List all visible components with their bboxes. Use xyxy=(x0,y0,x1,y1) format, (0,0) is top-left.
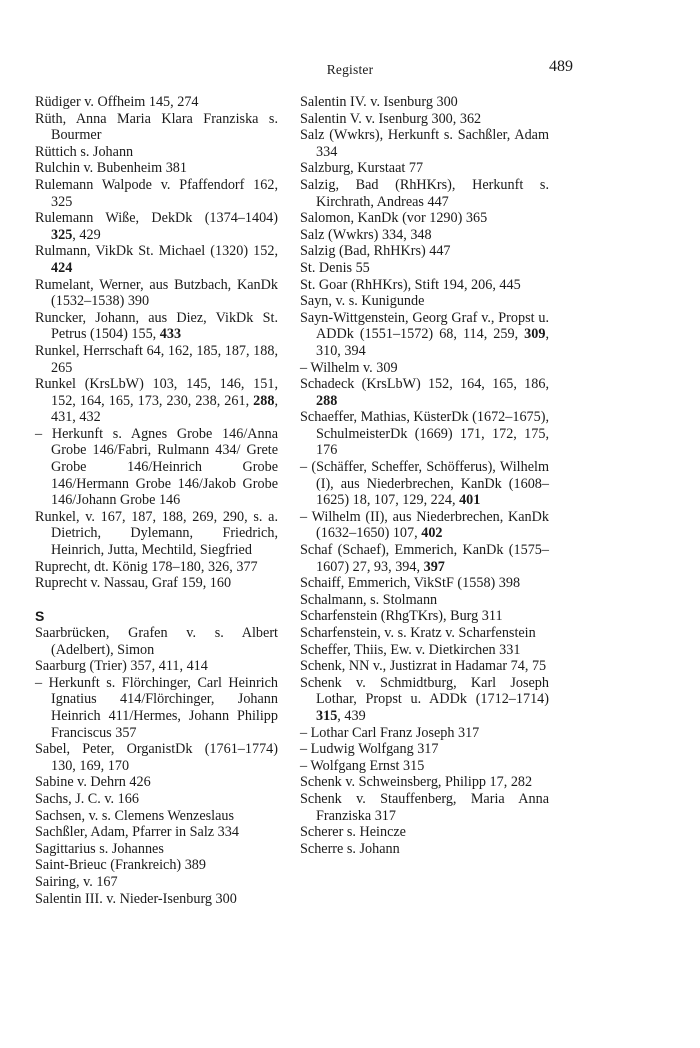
index-entry xyxy=(35,243,278,276)
entry-text: Rüth, Anna Maria Klara Franziska s. Bourmer xyxy=(35,110,278,144)
index-entry xyxy=(35,625,278,658)
entry-text: Saarbrücken, Grafen v. s. Albert (Adelbert), Simon xyxy=(35,625,278,658)
entry-text: – Ludwig Wolfgang 317 xyxy=(300,741,439,758)
index-entry xyxy=(35,774,278,791)
entry-text: Rulmann, VikDk St. Michael (1320) 152, xyxy=(35,243,278,260)
entry-text: Runkel, Herrschaft 64, 162, 185, 187, 188, 265 xyxy=(35,342,278,376)
index-entry xyxy=(300,160,549,177)
entry-text: Salomon, KanDk (vor 1290) 365 xyxy=(300,210,488,227)
index-entry xyxy=(35,808,278,825)
entry-main-page: 397 xyxy=(423,558,445,575)
entry-text: Salzburg, Kurstaat 77 xyxy=(300,160,424,177)
entry-text: St. Denis 55 xyxy=(300,259,370,276)
entry-text: Ruprecht, dt. König 178–180, 326, 377 xyxy=(35,558,258,575)
index-column-left xyxy=(35,94,278,907)
entry-text: Runkel (KrsLbW) 103, 145, 146, 151, 152, 164, 165, 173, 230, 238, 261, xyxy=(35,376,278,409)
index-entry xyxy=(300,509,549,542)
index-entry xyxy=(35,343,278,376)
entry-text: Sabine v. Dehrn 426 xyxy=(35,774,151,791)
index-entry xyxy=(35,210,278,243)
entry-text: Sachßler, Adam, Pfarrer in Salz 334 xyxy=(35,824,239,841)
entry-text-tail: , 429 xyxy=(72,226,101,243)
entry-text: Sagittarius s. Johannes xyxy=(35,840,164,857)
index-entry xyxy=(300,608,549,625)
index-entry xyxy=(35,575,278,592)
index-entry xyxy=(300,791,549,824)
entry-main-page: 288 xyxy=(316,392,338,409)
running-header-title: Register xyxy=(326,62,374,77)
index-entry xyxy=(300,625,549,642)
index-entry xyxy=(35,891,278,908)
index-entry xyxy=(300,675,549,725)
page-number: 489 xyxy=(549,58,573,75)
index-entry xyxy=(35,791,278,808)
index-entry xyxy=(300,94,549,111)
index-entry xyxy=(300,243,549,260)
index-entry xyxy=(35,824,278,841)
entry-text: Schalmann, s. Stolmann xyxy=(300,591,438,608)
index-entry xyxy=(35,658,278,675)
index-entry xyxy=(35,426,278,509)
entry-text: Schenk v. Stauffenberg, Maria Anna Franziska 317 xyxy=(300,790,549,824)
index-entry xyxy=(35,559,278,576)
entry-text: Scherer s. Heincze xyxy=(300,824,406,841)
entry-text: – (Schäffer, Scheffer, Schöfferus), Wilhelm (I), aus Niederbrechen, KanDk (1608–1625) 18, 107, 129, 224, xyxy=(300,459,549,509)
entry-text-tail: , 431, 432 xyxy=(51,392,278,426)
entry-text: – Wilhelm (II), aus Niederbrechen, KanDk (1632–1650) 107, xyxy=(300,508,549,542)
index-entry xyxy=(35,94,278,111)
entry-text: Sairing, v. 167 xyxy=(35,873,118,890)
entry-text: Rulchin v. Bubenheim 381 xyxy=(35,160,187,177)
entry-text: Schenk v. Schmidtburg, Karl Joseph Lothar, Propst u. ADDk (1712–1714) xyxy=(300,674,549,708)
index-entry xyxy=(300,741,549,758)
entry-text-tail: , 439 xyxy=(337,707,366,724)
index-entry xyxy=(300,774,549,791)
index-entry xyxy=(300,310,549,360)
index-entry xyxy=(300,409,549,459)
entry-text: Scharfenstein, v. s. Kratz v. Scharfenstein xyxy=(300,625,536,641)
index-entry xyxy=(35,509,278,559)
entry-text: Schaiff, Emmerich, VikStF (1558) 398 xyxy=(300,575,521,592)
entry-text: Rulemann Walpode v. Pfaffendorf 162, 325 xyxy=(35,176,278,210)
entry-main-page: 433 xyxy=(159,326,182,343)
entry-text: Salentin III. v. Nieder-Isenburg 300 xyxy=(35,890,237,907)
entry-text: Rulemann Wiße, DekDk (1374–1404) xyxy=(35,210,278,227)
index-entry xyxy=(300,293,549,310)
entry-text: – Herkunft s. Agnes Grobe 146/Anna Grobe 146/Fabri, Rulmann 434/ Grete Grobe 146/Heinrich Grobe 146/Hermann Grobe 146/Jakob Grobe 146/Johann Grobe 146 xyxy=(35,425,278,509)
index-entry xyxy=(300,111,549,128)
index-entry xyxy=(35,310,278,343)
index-entry xyxy=(300,841,549,858)
entry-text: Sayn, v. s. Kunigunde xyxy=(300,293,425,310)
index-entry xyxy=(300,575,549,592)
entry-main-page: 424 xyxy=(51,259,73,276)
entry-text: St. Goar (RhHKrs), Stift 194, 206, 445 xyxy=(300,276,521,293)
index-entry xyxy=(300,360,549,377)
entry-text: Salentin IV. v. Isenburg 300 xyxy=(300,94,458,110)
entry-text: Sabel, Peter, OrganistDk (1761–1774) 130, 169, 170 xyxy=(35,741,278,774)
entry-text: Salz (Wwkrs) 334, 348 xyxy=(300,226,432,243)
index-entry xyxy=(300,227,549,244)
entry-main-page: 401 xyxy=(459,492,481,509)
entry-text: Sachs, J. C. v. 166 xyxy=(35,790,139,807)
index-entry xyxy=(35,741,278,774)
index-entry xyxy=(300,658,549,675)
entry-text: – Lothar Carl Franz Joseph 317 xyxy=(300,724,480,741)
entry-main-page: 402 xyxy=(421,525,443,542)
entry-text: Rumelant, Werner, aus Butzbach, KanDk (1532–1538) 390 xyxy=(35,276,278,310)
entry-main-page: 315 xyxy=(316,707,338,724)
entry-text: Saint-Brieuc (Frankreich) 389 xyxy=(35,857,206,874)
index-entry xyxy=(300,824,549,841)
index-entry xyxy=(300,459,549,509)
entry-text: Salzig (Bad, RhHKrs) 447 xyxy=(300,243,451,260)
entry-text: – Wilhelm v. 309 xyxy=(300,359,398,376)
entry-text: – Wolfgang Ernst 315 xyxy=(300,757,425,774)
index-entry xyxy=(300,758,549,775)
index-entry xyxy=(35,675,278,741)
index-entry xyxy=(300,592,549,609)
index-entry xyxy=(300,210,549,227)
entry-text: Salz (Wwkrs), Herkunft s. Sachßler, Adam 334 xyxy=(300,127,549,160)
index-entry xyxy=(35,160,278,177)
entry-text: Schadeck (KrsLbW) 152, 164, 165, 186, xyxy=(300,376,549,393)
index-entry xyxy=(35,857,278,874)
section-letter: S xyxy=(35,608,45,625)
entry-text: Sachsen, v. s. Clemens Wenzeslaus xyxy=(35,807,235,824)
index-entry xyxy=(300,642,549,659)
index-column-right xyxy=(300,94,549,857)
index-entry xyxy=(35,874,278,891)
index-entry xyxy=(35,111,278,144)
index-entry xyxy=(300,260,549,277)
entry-text: Scharfenstein (RhgTKrs), Burg 311 xyxy=(300,608,503,625)
entry-text: Scheffer, Thiis, Ew. v. Dietkirchen 331 xyxy=(300,641,521,658)
index-entry xyxy=(35,841,278,858)
index-entry xyxy=(300,542,549,575)
entry-text: Schaeffer, Mathias, KüsterDk (1672–1675), SchulmeisterDk (1669) 171, 172, 175, 176 xyxy=(300,409,549,459)
entry-main-page: 325 xyxy=(51,226,73,243)
index-entry xyxy=(35,177,278,210)
index-entry xyxy=(300,376,549,409)
index-entry xyxy=(35,144,278,161)
entry-text: Runcker, Johann, aus Diez, VikDk St. Petrus (1504) 155, xyxy=(35,309,278,343)
index-entry xyxy=(35,277,278,310)
section-spacer xyxy=(35,592,278,609)
entry-text: Schaf (Schaef), Emmerich, KanDk (1575–1607) 27, 93, 394, xyxy=(300,542,549,575)
index-entry xyxy=(300,725,549,742)
index-entry xyxy=(35,376,278,426)
entry-text: Sayn-Wittgenstein, Georg Graf v., Propst u. ADDk (1551–1572) 68, 114, 259, xyxy=(300,309,549,343)
entry-text: Saarburg (Trier) 357, 411, 414 xyxy=(35,658,208,675)
entry-text: Salentin V. v. Isenburg 300, 362 xyxy=(300,110,482,127)
entry-text: Salzig, Bad (RhHKrs), Herkunft s. Kirchrath, Andreas 447 xyxy=(300,176,549,210)
index-entry xyxy=(300,177,549,210)
entry-main-page: 288 xyxy=(253,392,275,409)
entry-text: – Herkunft s. Flörchinger, Carl Heinrich Ignatius 414/Flörchinger, Johann Heinrich 411/Hermes, Johann Philipp Franciscus 357 xyxy=(35,674,278,741)
entry-text: Rüttich s. Johann xyxy=(35,143,134,160)
entry-text: Ruprecht v. Nassau, Graf 159, 160 xyxy=(35,575,232,592)
entry-text: Schenk, NN v., Justizrat in Hadamar 74, 75 xyxy=(300,658,547,675)
index-entry xyxy=(300,277,549,294)
entry-text: Schenk v. Schweinsberg, Philipp 17, 282 xyxy=(300,774,533,791)
entry-text: Rüdiger v. Offheim 145, 274 xyxy=(35,94,199,110)
entry-text: Runkel, v. 167, 187, 188, 269, 290, s. a. Dietrich, Dylemann, Friedrich, Heinrich, Jutta, Mechtild, Siegfried xyxy=(35,508,278,559)
index-entry xyxy=(300,127,549,160)
entry-main-page: 309 xyxy=(524,326,546,343)
entry-text: Scherre s. Johann xyxy=(300,840,400,857)
entry-text-tail: , 310, 394 xyxy=(316,326,549,359)
